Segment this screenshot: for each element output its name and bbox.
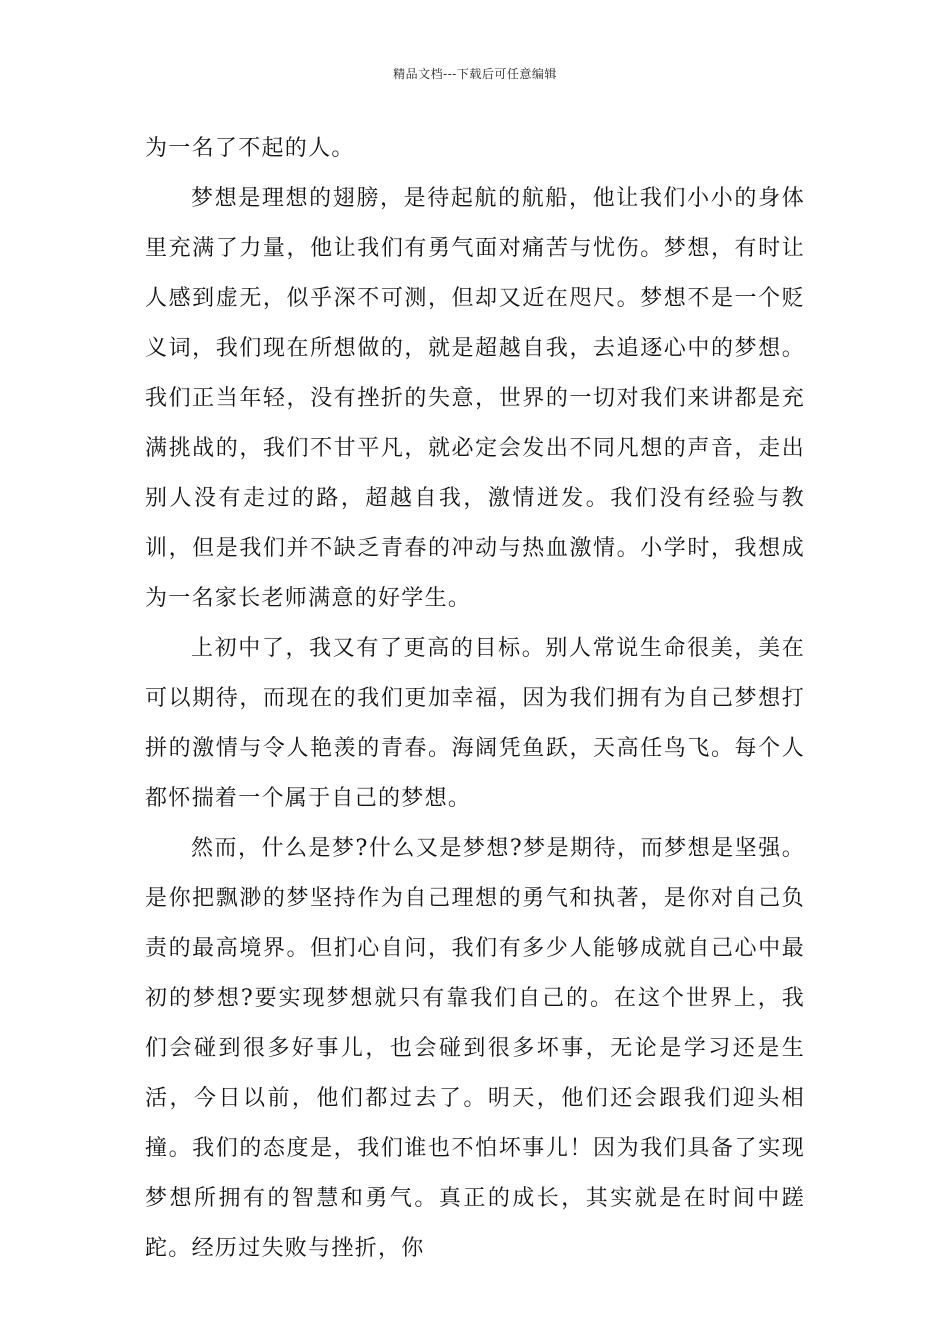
paragraph-what-is-dream: 然而，什么是梦?什么又是梦想?梦是期待，而梦想是坚强。是你把飘渺的梦坚持作为自己理想的勇气和执著，是你对自己负责的最高境界。但扪心自问，我们有多少人能够成就自己心中最初的梦想?要实现梦想就只有靠我们自己的。在这个世界上，我们会碰到很多好事儿，也会碰到很多坏事，无论是学习还是生活，今日以前，他们都过去了。明天，他们还会跟我们迎头相撞。我们的态度是，我们谁也不怕坏事儿！因为我们具备了实现梦想所拥有的智慧和勇气。真正的成长，其实就是在时间中蹉跎。经历过失败与挫折，你 xyxy=(145,836,805,1261)
paragraph-dream-wings: 梦想是理想的翅膀，是待起航的航船，他让我们小小的身体里充满了力量，他让我们有勇气面对痛苦与忧伤。梦想，有时让人感到虚无，似乎深不可测，但却又近在咫尺。梦想不是一个贬义词，我们现在所想做的，就是超越自我，去追逐心中的梦想。我们正当年轻，没有挫折的失意，世界的一切对我们来讲都是充满挑战的，我们不甘平凡，就必定会发出不同凡想的声音，走出别人没有走过的路，超越自我，激情迸发。我们没有经验与教训，但是我们并不缺乏青春的冲动与热血激情。小学时，我想成为一名家长老师满意的好学生。 xyxy=(145,186,805,611)
page-header: 精品文档---下载后可任意编辑 xyxy=(393,67,557,81)
paragraph-continuation: 为一名了不起的人。 xyxy=(145,136,355,161)
paragraph-junior-high: 上初中了，我又有了更高的目标。别人常说生命很美，美在可以期待，而现在的我们更加幸福，因为我们拥有为自己梦想打拼的激情与令人艳羡的青春。海阔凭鱼跃，天高任鸟飞。每个人都怀揣着一个属于自己的梦想。 xyxy=(145,636,805,811)
document-body xyxy=(145,124,805,1274)
